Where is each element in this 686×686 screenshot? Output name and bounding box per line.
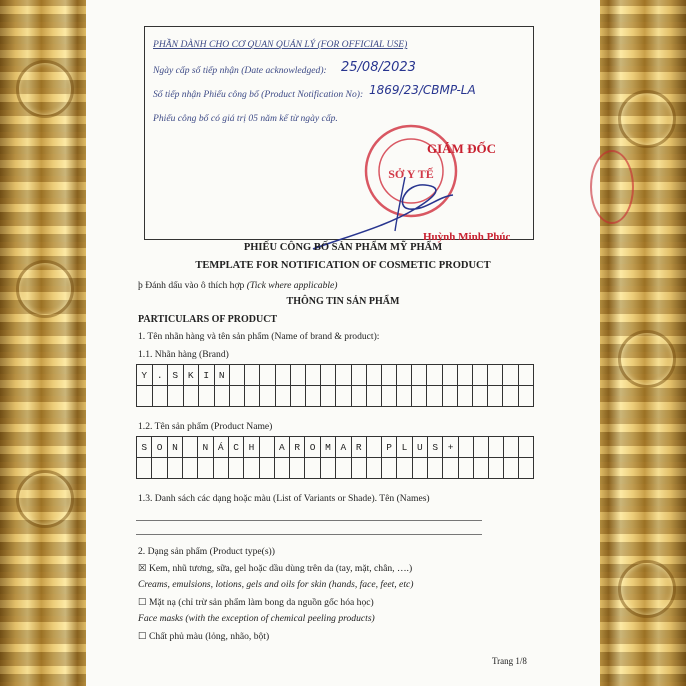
date-acknowledged-label: Ngày cấp số tiếp nhận (Date acknowledged): [153, 65, 327, 76]
grid-cell: S [137, 437, 152, 458]
grid-cell [152, 386, 168, 407]
option-masks-en: Face masks (with the exception of chemical peeling products) [138, 613, 375, 624]
grid-cell [503, 365, 518, 386]
grid-cell [412, 458, 427, 479]
grid-cell: L [397, 437, 412, 458]
grid-cell [168, 386, 184, 407]
grid-cell [412, 365, 427, 386]
grid-cell [305, 458, 320, 479]
item-2-label: 2. Dạng sản phẩm (Product type(s)) [138, 546, 275, 557]
grid-cell [518, 437, 533, 458]
grid-cell: Y [137, 365, 153, 386]
grid-cell [473, 458, 488, 479]
grid-cell: A [274, 437, 289, 458]
grid-cell [397, 386, 412, 407]
grid-cell [488, 386, 503, 407]
grid-cell: M [320, 437, 335, 458]
grid-cell [245, 386, 260, 407]
grid-cell: R [351, 437, 366, 458]
grid-cell: K [183, 365, 199, 386]
grid-cell [137, 386, 153, 407]
grid-cell [274, 458, 289, 479]
grid-cell [351, 365, 366, 386]
date-acknowledged-value: 25/08/2023 [341, 60, 416, 75]
grid-cell: U [412, 437, 427, 458]
variant-line [136, 534, 482, 535]
item-1-label: 1. Tên nhãn hàng và tên sản phẩm (Name of brand & product): [138, 331, 380, 342]
heading-english: TEMPLATE FOR NOTIFICATION OF COSMETIC PRODUCT [195, 260, 491, 271]
option-colour-vn: ☐ Chất phủ màu (lỏng, nhão, bột) [138, 631, 270, 642]
grid-cell [198, 458, 213, 479]
grid-cell: . [152, 365, 168, 386]
item-1-2-label: 1.2. Tên sản phẩm (Product Name) [138, 421, 273, 432]
grid-cell [366, 458, 381, 479]
section-title-vn: THÔNG TIN SẢN PHẨM [286, 296, 400, 307]
grid-cell: S [168, 365, 184, 386]
grid-cell: + [443, 437, 458, 458]
grid-cell [336, 458, 351, 479]
product-name-grid [136, 436, 534, 479]
grid-cell: O [152, 437, 167, 458]
grid-cell [442, 365, 457, 386]
grid-cell [397, 365, 412, 386]
gold-frame-right [600, 0, 686, 686]
notification-number-label: Số tiếp nhận Phiếu công bố (Product Notification No): [153, 89, 364, 100]
notification-number-value: 1869/23/CBMP-LA [369, 83, 476, 97]
grid-cell [412, 386, 427, 407]
grid-cell [213, 458, 228, 479]
grid-cell: N [214, 365, 230, 386]
grid-cell [245, 365, 260, 386]
grid-cell [381, 365, 396, 386]
page-number: Trang 1/8 [492, 656, 527, 666]
grid-cell [457, 386, 472, 407]
grid-cell [259, 437, 274, 458]
grid-cell [321, 386, 336, 407]
grid-cell [290, 386, 305, 407]
variant-line [136, 520, 482, 521]
validity-note: Phiếu công bố có giá trị 05 năm kể từ ngày cấp. [153, 113, 338, 124]
grid-cell [443, 458, 458, 479]
grid-cell [503, 458, 518, 479]
stamp-text: SỞ Y TẾ [388, 167, 434, 181]
grid-cell [275, 365, 290, 386]
grid-cell [290, 458, 305, 479]
grid-cell [458, 458, 473, 479]
item-1-1-label: 1.1. Nhãn hàng (Brand) [138, 349, 229, 360]
document-page [86, 0, 600, 686]
grid-cell [428, 458, 443, 479]
partial-red-seal [590, 150, 634, 224]
frame-ornament [16, 260, 74, 318]
grid-cell: S [428, 437, 443, 458]
official-use-box [144, 26, 534, 243]
item-1-3-label: 1.3. Danh sách các dạng hoặc màu (List of Variants or Shade). Tên (Names) [138, 493, 430, 504]
grid-cell [260, 386, 275, 407]
grid-cell: N [198, 437, 213, 458]
grid-cell [503, 386, 518, 407]
grid-cell [488, 458, 503, 479]
grid-cell [167, 458, 182, 479]
grid-cell [183, 437, 198, 458]
brand-grid [136, 364, 534, 407]
grid-cell [183, 458, 198, 479]
grid-cell [336, 365, 351, 386]
grid-cell: H [244, 437, 259, 458]
grid-cell [183, 386, 199, 407]
grid-cell [230, 386, 245, 407]
frame-ornament [618, 90, 676, 148]
grid-cell [473, 437, 488, 458]
director-title: GIÁM ĐỐC [427, 141, 496, 156]
grid-cell [199, 386, 215, 407]
grid-cell [518, 458, 533, 479]
option-masks-vn: ☐ Mặt nạ (chỉ trừ sản phẩm làm bong da nguồn gốc hóa học) [138, 597, 374, 608]
grid-cell [320, 458, 335, 479]
signer-name: Huỳnh Minh Phúc [423, 231, 511, 243]
grid-cell [381, 458, 396, 479]
grid-cell [305, 365, 320, 386]
grid-cell [290, 365, 305, 386]
grid-cell [366, 437, 381, 458]
grid-cell [457, 365, 472, 386]
grid-cell [228, 458, 243, 479]
grid-cell: R [290, 437, 305, 458]
grid-cell [488, 365, 503, 386]
tick-note-vn: þ Đánh dấu vào ô thích hợp [138, 280, 247, 291]
tick-note [138, 280, 337, 291]
grid-cell [518, 386, 533, 407]
grid-cell [259, 458, 274, 479]
official-title: PHẦN DÀNH CHO CƠ QUAN QUẢN LÝ (FOR OFFICIAL USE) [153, 39, 408, 50]
grid-cell [518, 365, 533, 386]
grid-cell: O [305, 437, 320, 458]
grid-cell [427, 386, 442, 407]
tick-note-en: (Tick where applicable) [246, 280, 338, 291]
grid-cell [381, 386, 396, 407]
grid-cell [260, 365, 275, 386]
grid-cell: P [381, 437, 396, 458]
grid-cell [305, 386, 320, 407]
grid-cell: A [336, 437, 351, 458]
grid-cell [397, 458, 412, 479]
grid-cell: I [199, 365, 215, 386]
frame-ornament [16, 60, 74, 118]
grid-cell [336, 386, 351, 407]
grid-cell: Á [213, 437, 228, 458]
grid-cell [473, 386, 488, 407]
gold-frame-left [0, 0, 86, 686]
grid-cell [503, 437, 518, 458]
option-creams-en: Creams, emulsions, lotions, gels and oils for skin (hands, face, feet, etc) [138, 579, 414, 590]
grid-cell [275, 386, 290, 407]
grid-cell [442, 386, 457, 407]
grid-cell: C [228, 437, 243, 458]
grid-cell [458, 437, 473, 458]
option-creams-vn: ☒ Kem, nhũ tương, sữa, gel hoặc dầu dùng trên da (tay, mặt, chân, ….) [138, 563, 413, 574]
frame-ornament [618, 560, 676, 618]
grid-cell [351, 458, 366, 479]
grid-cell [366, 386, 381, 407]
grid-cell [244, 458, 259, 479]
grid-cell [427, 365, 442, 386]
grid-cell: N [167, 437, 182, 458]
grid-cell [351, 386, 366, 407]
grid-cell [214, 386, 230, 407]
grid-cell [321, 365, 336, 386]
grid-cell [137, 458, 152, 479]
section-title-en: PARTICULARS OF PRODUCT [138, 314, 278, 325]
grid-cell [152, 458, 167, 479]
frame-ornament [16, 470, 74, 528]
frame-ornament [618, 330, 676, 388]
grid-cell [366, 365, 381, 386]
grid-cell [488, 437, 503, 458]
grid-cell [473, 365, 488, 386]
grid-cell [230, 365, 245, 386]
heading-vietnamese: PHIẾU CÔNG BỐ SẢN PHẨM MỸ PHẨM [243, 242, 443, 253]
